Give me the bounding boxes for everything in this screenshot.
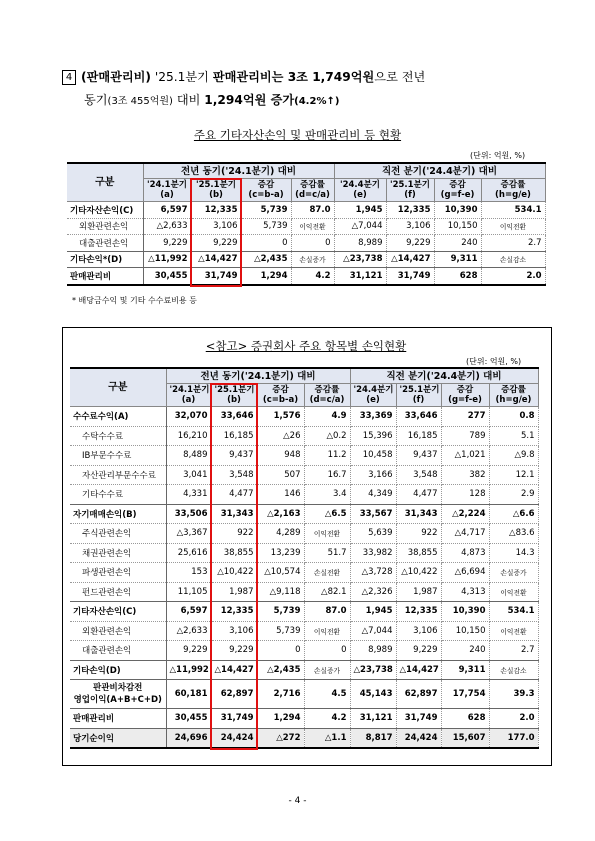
table-row — [70, 728, 538, 748]
table-cell: 948 — [257, 446, 304, 466]
table-cell: 2.0 — [481, 268, 545, 285]
table-cell: △3,728 — [350, 563, 396, 583]
table-cell: 10,390 — [441, 602, 489, 622]
table-cell: 277 — [441, 407, 489, 427]
table-cell: 30,455 — [166, 709, 211, 729]
table-cell: 8,989 — [334, 235, 386, 252]
table-cell: 4.5 — [304, 680, 350, 709]
table-cell: △23,738 — [350, 660, 396, 680]
table-cell: 628 — [441, 709, 489, 729]
table-cell: 3,548 — [396, 465, 441, 485]
table-cell: △6.6 — [489, 504, 538, 524]
header-category: 구분 — [70, 368, 166, 407]
table-cell: 10,458 — [350, 446, 396, 466]
table-cell: △2,633 — [166, 621, 211, 641]
table-cell: 12,335 — [191, 202, 241, 219]
table-cell: 5,639 — [350, 524, 396, 544]
table-cell: △10,422 — [396, 563, 441, 583]
table-row — [70, 465, 538, 485]
table-cell: 45,143 — [350, 680, 396, 709]
header-group-yoy: 전년 동기('24.1분기) 대비 — [143, 163, 334, 179]
table-cell: 534.1 — [481, 202, 545, 219]
row-label: IB부문수수료 — [70, 446, 166, 466]
table-cell: 12,335 — [386, 202, 434, 219]
table-cell: 9,229 — [143, 235, 191, 252]
table-cell: 16,185 — [211, 426, 257, 446]
table2-title: <참고> 증권회사 주요 항목별 손익현황 — [205, 339, 407, 353]
table-cell: △4,717 — [441, 524, 489, 544]
table-cell: 3,106 — [396, 621, 441, 641]
table-cell: △2,435 — [241, 251, 291, 268]
table-cell: 24,424 — [396, 728, 441, 748]
table-row — [67, 268, 545, 285]
table-cell: 25,616 — [166, 543, 211, 563]
column-header: 증감률 (h=g/e) — [481, 179, 545, 202]
table-row — [70, 407, 538, 427]
heading-amount: 3조 1,749억원 — [283, 70, 375, 84]
table-cell: 9,229 — [386, 235, 434, 252]
heading-prev-amount: (3조 455억원) — [107, 96, 173, 107]
table-cell: 15,396 — [350, 426, 396, 446]
row-label: 외환관련손익 — [67, 218, 143, 235]
table-cell: △6.5 — [304, 504, 350, 524]
table-cell: △3,367 — [166, 524, 211, 544]
row-label: 자기매매손익(B) — [70, 504, 166, 524]
table-cell: 9,229 — [396, 641, 441, 661]
table-cell: 5,739 — [257, 602, 304, 622]
table-cell: 5,739 — [241, 218, 291, 235]
table-cell: 10,150 — [434, 218, 481, 235]
table-cell: 손실증가 — [304, 660, 350, 680]
row-label: 기타자산손익(C) — [67, 202, 143, 219]
table-cell: 2,716 — [257, 680, 304, 709]
table-cell: △83.6 — [489, 524, 538, 544]
column-header: 증감률 (h=g/e) — [489, 384, 538, 407]
table-cell: 31,343 — [396, 504, 441, 524]
table-cell: △10,574 — [257, 563, 304, 583]
heading-text-bold: 판매관리비는 — [212, 70, 284, 84]
section-number: 4 — [62, 70, 76, 85]
table2 — [70, 367, 539, 749]
row-label: 주식관련손익 — [70, 524, 166, 544]
table-row — [70, 485, 538, 505]
table-row — [70, 446, 538, 466]
column-header: 증감 (g=f-e) — [441, 384, 489, 407]
row-label: 수탁수수료 — [70, 426, 166, 446]
heading-text: '25.1분기 — [154, 70, 213, 84]
table-cell: 39.3 — [489, 680, 538, 709]
row-label: 외환관련손익 — [70, 621, 166, 641]
table-cell: 9,229 — [191, 235, 241, 252]
table-cell: 3,166 — [350, 465, 396, 485]
table-cell: 31,749 — [211, 709, 257, 729]
table-cell: 507 — [257, 465, 304, 485]
table-cell: 이익전환 — [489, 621, 538, 641]
table-cell: 손실전환 — [304, 563, 350, 583]
table-cell: △82.1 — [304, 582, 350, 602]
header-group-qoq: 직전 분기('24.4분기) 대비 — [334, 163, 545, 179]
table-cell: 6,597 — [143, 202, 191, 219]
section-heading — [62, 66, 542, 113]
header-group-qoq: 직전 분기('24.4분기) 대비 — [350, 368, 538, 384]
table-cell: 51.7 — [304, 543, 350, 563]
heading-text: 동기 — [84, 93, 108, 107]
table-row — [70, 660, 538, 680]
table-cell: 38,855 — [396, 543, 441, 563]
table-cell: 31,121 — [334, 268, 386, 285]
table1 — [67, 162, 546, 286]
table-row — [67, 251, 545, 268]
table1-title: 주요 기타자산손익 및 판매관리비 등 현황 — [193, 128, 402, 142]
row-label: 기타손익*(D) — [67, 251, 143, 268]
table-cell: 30,455 — [143, 268, 191, 285]
table-cell: 이익전환 — [291, 218, 334, 235]
table-row — [70, 582, 538, 602]
column-header: '24.4분기 (e) — [334, 179, 386, 202]
table-cell: 0 — [241, 235, 291, 252]
table-cell: 9,437 — [396, 446, 441, 466]
table-cell: △1,021 — [441, 446, 489, 466]
table-cell: △26 — [257, 426, 304, 446]
table-cell: 87.0 — [291, 202, 334, 219]
table-cell: 153 — [166, 563, 211, 583]
table-cell: 8,489 — [166, 446, 211, 466]
table-cell: 손실증가 — [291, 251, 334, 268]
table-cell: 38,855 — [211, 543, 257, 563]
table-cell: △9,118 — [257, 582, 304, 602]
table-cell: 6,597 — [166, 602, 211, 622]
row-label: 펀드관련손익 — [70, 582, 166, 602]
table-row — [70, 426, 538, 446]
table-cell: △0.2 — [304, 426, 350, 446]
table-cell: △23,738 — [334, 251, 386, 268]
row-label: 대출관련손익 — [67, 235, 143, 252]
table-cell: 1,945 — [334, 202, 386, 219]
table-cell: △14,427 — [211, 660, 257, 680]
table-cell: 손실감소 — [489, 660, 538, 680]
table-cell: 1,987 — [211, 582, 257, 602]
table-cell: △14,427 — [386, 251, 434, 268]
table-cell: 1,987 — [396, 582, 441, 602]
table-row — [70, 504, 538, 524]
column-header: '25.1분기 (b) — [211, 384, 257, 407]
table-cell: 62,897 — [211, 680, 257, 709]
table-cell: 4,477 — [396, 485, 441, 505]
table-cell: 0 — [304, 641, 350, 661]
table-cell: 4.2 — [304, 709, 350, 729]
table-cell: 9,311 — [434, 251, 481, 268]
column-header: 증감 (g=f-e) — [434, 179, 481, 202]
table-cell: △1.1 — [304, 728, 350, 748]
table-cell: 33,646 — [396, 407, 441, 427]
table-cell: 2.7 — [481, 235, 545, 252]
table-row — [70, 621, 538, 641]
table-cell: 62,897 — [396, 680, 441, 709]
row-label: 기타자산손익(C) — [70, 602, 166, 622]
table-cell: 240 — [441, 641, 489, 661]
table-cell: △7,044 — [350, 621, 396, 641]
table-cell: 33,982 — [350, 543, 396, 563]
table2-unit: (단위: 억원, %) — [466, 357, 522, 366]
table-cell: 31,749 — [386, 268, 434, 285]
table-cell: 2.0 — [489, 709, 538, 729]
table-row — [70, 563, 538, 583]
header-group-yoy: 전년 동기('24.1분기) 대비 — [166, 368, 350, 384]
column-header: '25.1분기 (f) — [396, 384, 441, 407]
table-cell: 이익전환 — [304, 621, 350, 641]
table-cell: 3,106 — [211, 621, 257, 641]
row-label: 기타손익(D) — [70, 660, 166, 680]
table-cell: 5,739 — [257, 621, 304, 641]
table-cell: 24,696 — [166, 728, 211, 748]
table-cell: 11.2 — [304, 446, 350, 466]
table-cell: 3,548 — [211, 465, 257, 485]
table-cell: 9,437 — [211, 446, 257, 466]
row-label: 채권관련손익 — [70, 543, 166, 563]
table-cell: 31,749 — [396, 709, 441, 729]
row-label: 파생관련손익 — [70, 563, 166, 583]
heading-text: 으로 전년 — [374, 70, 426, 84]
table-row — [70, 602, 538, 622]
table-cell: 이익전환 — [489, 582, 538, 602]
table-cell: 17,754 — [441, 680, 489, 709]
table-cell: △14,427 — [396, 660, 441, 680]
table-cell: 8,817 — [350, 728, 396, 748]
table-cell: 128 — [441, 485, 489, 505]
row-label: 판관비차감전 영업이익(A+B+C+D) — [70, 680, 166, 709]
table-cell: 628 — [434, 268, 481, 285]
table-row — [70, 641, 538, 661]
row-label: 자산관리부문수수료 — [70, 465, 166, 485]
table-cell: 9,311 — [441, 660, 489, 680]
table-cell: 31,749 — [191, 268, 241, 285]
row-label: 당기순이익 — [70, 728, 166, 748]
table-cell: 4.2 — [291, 268, 334, 285]
table-cell: 3,106 — [191, 218, 241, 235]
table-cell: 4,873 — [441, 543, 489, 563]
table-cell: 16,185 — [396, 426, 441, 446]
table-cell: 177.0 — [489, 728, 538, 748]
table-cell: 2.7 — [489, 641, 538, 661]
table-cell: 922 — [211, 524, 257, 544]
table-cell: 1,294 — [241, 268, 291, 285]
row-label: 대출관련손익 — [70, 641, 166, 661]
table-cell: 33,567 — [350, 504, 396, 524]
table-cell: △10,422 — [211, 563, 257, 583]
table-cell: 240 — [434, 235, 481, 252]
table-cell: 1,294 — [257, 709, 304, 729]
table-cell: △11,992 — [166, 660, 211, 680]
table-cell: 12,335 — [211, 602, 257, 622]
table-cell: 12,335 — [396, 602, 441, 622]
heading-text: 대비 — [172, 93, 205, 107]
table-cell: 14.3 — [489, 543, 538, 563]
heading-rate: (4.2%↑) — [294, 96, 340, 107]
column-header: 증감률 (d=c/a) — [291, 179, 334, 202]
table-cell: △2,326 — [350, 582, 396, 602]
column-header: '24.1분기 (a) — [166, 384, 211, 407]
table-cell: 0 — [257, 641, 304, 661]
table-cell: 1,576 — [257, 407, 304, 427]
table-cell: 13,239 — [257, 543, 304, 563]
table-cell: 4,289 — [257, 524, 304, 544]
table-row — [67, 202, 545, 219]
column-header: 증감 (c=b-a) — [241, 179, 291, 202]
table-cell: 9,229 — [211, 641, 257, 661]
row-label: 판매관리비 — [70, 709, 166, 729]
table-row — [70, 709, 538, 729]
table-cell: 11,105 — [166, 582, 211, 602]
table-cell: 33,646 — [211, 407, 257, 427]
table-cell: 손실증가 — [489, 563, 538, 583]
row-label: 기타수수료 — [70, 485, 166, 505]
table-cell: △6,694 — [441, 563, 489, 583]
table-cell: 33,506 — [166, 504, 211, 524]
column-header: '24.1분기 (a) — [143, 179, 191, 202]
table-cell: 4.9 — [304, 407, 350, 427]
table-cell: △14,427 — [191, 251, 241, 268]
table-cell: 9,229 — [166, 641, 211, 661]
column-header: '24.4분기 (e) — [350, 384, 396, 407]
header-category: 구분 — [67, 163, 143, 202]
heading-tag: (판매관리비) — [81, 70, 152, 84]
table-cell: 382 — [441, 465, 489, 485]
table-cell: 이익전환 — [481, 218, 545, 235]
table-row — [70, 524, 538, 544]
table-cell: 922 — [396, 524, 441, 544]
table-cell: △9.8 — [489, 446, 538, 466]
table-cell: 4,331 — [166, 485, 211, 505]
table-cell: △272 — [257, 728, 304, 748]
table-cell: 5.1 — [489, 426, 538, 446]
table-cell: △2,224 — [441, 504, 489, 524]
table-cell: △2,435 — [257, 660, 304, 680]
table-cell: 33,369 — [350, 407, 396, 427]
table-cell: 16,210 — [166, 426, 211, 446]
table-row — [70, 543, 538, 563]
table-cell: 32,070 — [166, 407, 211, 427]
table-cell: 손실감소 — [481, 251, 545, 268]
column-header: '25.1분기 (f) — [386, 179, 434, 202]
table-cell: 60,181 — [166, 680, 211, 709]
table1-unit: (단위: 억원, %) — [470, 151, 526, 160]
table-cell: 16.7 — [304, 465, 350, 485]
table-cell: 3,041 — [166, 465, 211, 485]
table-cell: 789 — [441, 426, 489, 446]
table-cell: 0 — [291, 235, 334, 252]
table1-footnote: * 배당금수익 및 기타 수수료비용 등 — [72, 296, 197, 305]
table-cell: 87.0 — [304, 602, 350, 622]
table-cell: 1,945 — [350, 602, 396, 622]
heading-increase: 1,294억원 증가 — [204, 93, 295, 107]
table-cell: △2,163 — [257, 504, 304, 524]
row-label: 수수료수익(A) — [70, 407, 166, 427]
column-header: 증감 (c=b-a) — [257, 384, 304, 407]
table-cell: 15,607 — [441, 728, 489, 748]
table-cell: 3,106 — [386, 218, 434, 235]
page-number: - 4 - — [288, 796, 307, 806]
table-cell: 31,121 — [350, 709, 396, 729]
table-cell: 12.1 — [489, 465, 538, 485]
column-header: '25.1분기 (b) — [191, 179, 241, 202]
table-cell: 4,349 — [350, 485, 396, 505]
table-row — [67, 235, 545, 252]
table-row — [70, 680, 538, 709]
table-cell: 5,739 — [241, 202, 291, 219]
table-cell: 4,313 — [441, 582, 489, 602]
table-cell: 24,424 — [211, 728, 257, 748]
table-cell: 146 — [257, 485, 304, 505]
table-cell: △11,992 — [143, 251, 191, 268]
table-cell: 3.4 — [304, 485, 350, 505]
table-cell: 0.8 — [489, 407, 538, 427]
table-cell: 31,343 — [211, 504, 257, 524]
table-cell: 10,390 — [434, 202, 481, 219]
column-header: 증감률 (d=c/a) — [304, 384, 350, 407]
table-cell: 8,989 — [350, 641, 396, 661]
table-row — [67, 218, 545, 235]
table-cell: △7,044 — [334, 218, 386, 235]
table-cell: 4,477 — [211, 485, 257, 505]
table-cell: 2.9 — [489, 485, 538, 505]
table-cell: △2,633 — [143, 218, 191, 235]
table-cell: 10,150 — [441, 621, 489, 641]
table-cell: 534.1 — [489, 602, 538, 622]
row-label: 판매관리비 — [67, 268, 143, 285]
table-cell: 이익전환 — [304, 524, 350, 544]
